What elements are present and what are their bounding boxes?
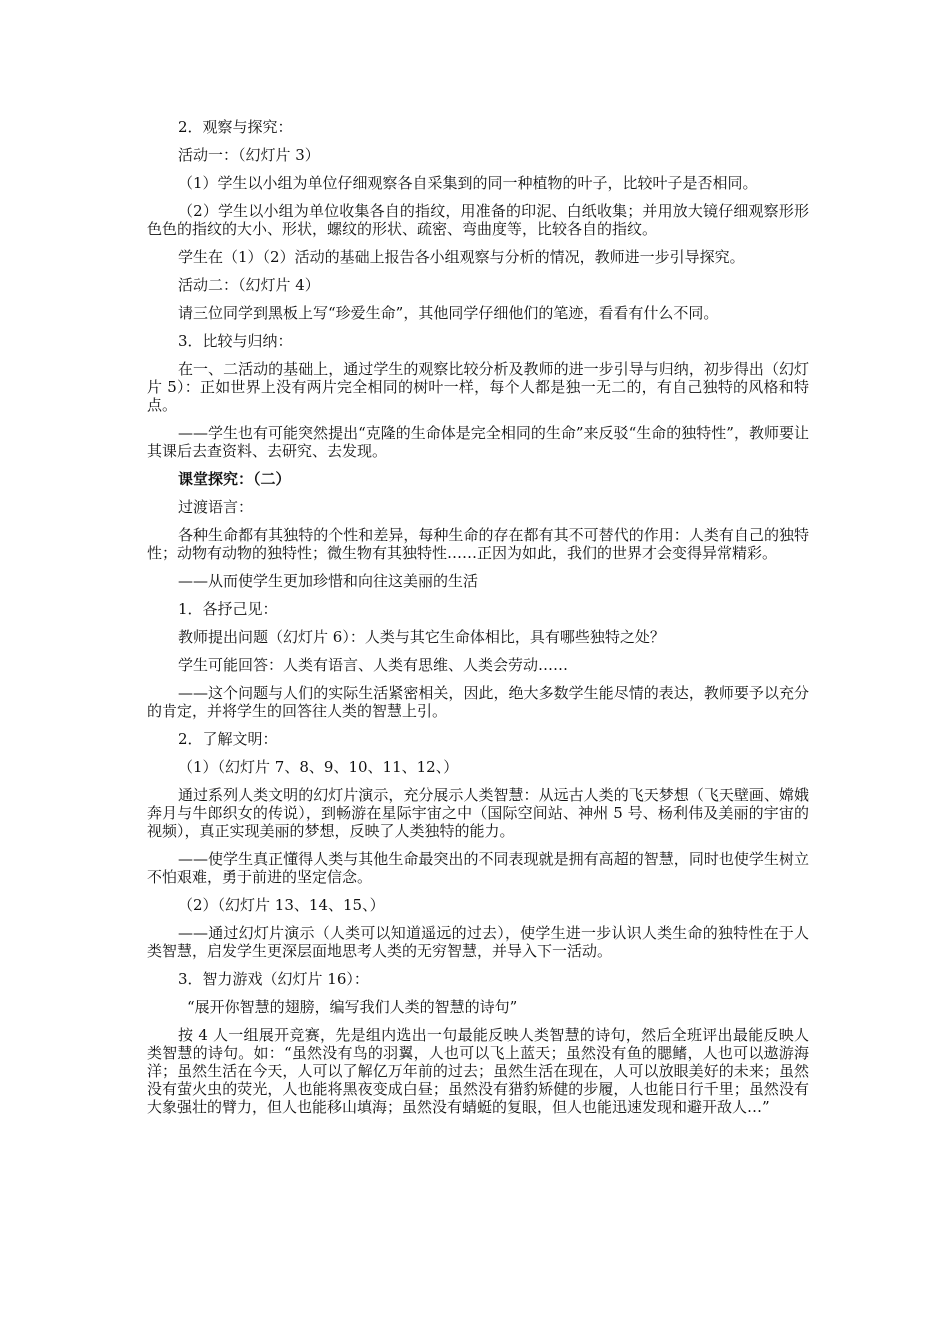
paragraph: （2）学生以小组为单位收集各自的指纹，用准备的印泥、白纸收集；并用放大镜仔细观察形形色色的指纹的大小、形状，螺纹的形状、疏密、弯曲度等，比较各自的指纹。 <box>147 202 809 238</box>
paragraph: 2．观察与探究： <box>178 118 293 136</box>
paragraph: （1）学生以小组为单位仔细观察各自采集到的同一种植物的叶子，比较叶子是否相同。 <box>178 174 758 192</box>
section-heading: 课堂探究：（二） <box>178 470 291 488</box>
paragraph: ——使学生真正懂得人类与其他生命最突出的不同表现就是拥有高超的智慧，同时也使学生树立不怕艰难，勇于前进的坚定信念。 <box>147 850 809 886</box>
document-page <box>147 118 809 1126</box>
paragraph: 学生在（1）（2）活动的基础上报告各小组观察与分析的情况，教师进一步引导探究。 <box>178 248 745 266</box>
paragraph: 活动二：（幻灯片 4） <box>178 276 320 294</box>
paragraph: 过渡语言： <box>178 498 254 516</box>
paragraph: 教师提出问题（幻灯片 6）：人类与其它生命体相比，具有哪些独特之处？ <box>178 628 665 646</box>
paragraph: 在一、二活动的基础上，通过学生的观察比较分析及教师的进一步引导与归纳，初步得出（幻灯片 5）：正如世界上没有两片完全相同的树叶一样，每个人都是独一无二的，有自己独特的风格和特点。 <box>147 360 809 414</box>
paragraph: 通过系列人类文明的幻灯片演示，充分展示人类智慧：从远古人类的飞天梦想（飞天壁画、嫦娥奔月与牛郎织女的传说），到畅游在星际宇宙之中（国际空间站、神州 5 号、杨利伟及美丽的宇宙的视频），真正实现美丽的梦想，反映了人类独特的能力。 <box>147 786 809 840</box>
paragraph: 2．了解文明： <box>178 730 278 748</box>
paragraph: 3．比较与归纳： <box>178 332 293 350</box>
paragraph: ——从而使学生更加珍惜和向往这美丽的生活 <box>178 572 479 590</box>
paragraph: 1．各抒己见： <box>178 600 278 618</box>
paragraph: 各种生命都有其独特的个性和差异，每种生命的存在都有其不可替代的作用：人类有自己的独特性；动物有动物的独特性；微生物有其独特性……正因为如此，我们的世界才会变得异常精彩。 <box>147 526 809 562</box>
paragraph: （1）（幻灯片 7、8、9、10、11、12、） <box>178 758 459 776</box>
paragraph: 请三位同学到黑板上写“珍爱生命”，其他同学仔细他们的笔迹，看看有什么不同。 <box>178 304 719 322</box>
paragraph: 活动一：（幻灯片 3） <box>178 146 320 164</box>
paragraph: ——通过幻灯片演示（人类可以知道遥远的过去），使学生进一步认识人类生命的独特性在于人类智慧，启发学生更深层面地思考人类的无穷智慧，并导入下一活动。 <box>147 924 809 960</box>
paragraph: “展开你智慧的翅膀，编写我们人类的智慧的诗句” <box>187 998 518 1016</box>
paragraph: ——这个问题与人们的实际生活紧密相关，因此，绝大多数学生能尽情的表达，教师要予以充分的肯定，并将学生的回答往人类的智慧上引。 <box>147 684 809 720</box>
paragraph: 学生可能回答：人类有语言、人类有思维、人类会劳动…… <box>178 656 569 674</box>
paragraph: ——学生也有可能突然提出“克隆的生命体是完全相同的生命”来反驳“生命的独特性”，教师要让其课后去查资料、去研究、去发现。 <box>147 424 809 460</box>
paragraph: 按 4 人一组展开竞赛，先是组内选出一句最能反映人类智慧的诗句，然后全班评出最能反映人类智慧的诗句。如：“虽然没有鸟的羽翼，人也可以飞上蓝天；虽然没有鱼的腮鳍，人也可以遨游海洋；虽然生活在今天，人可以了解亿万年前的过去；虽然生活在现在，人可以放眼美好的未来；虽然没有萤火虫的荧光，人也能将黑夜变成白昼；虽然没有猎豹矫健的步履，人也能日行千里；虽然没有大象强壮的臂力，但人也能移山填海；虽然没有蜻蜓的复眼，但人也能迅速发现和避开敌人…” <box>147 1026 809 1116</box>
paragraph: （2）（幻灯片 13、14、15、） <box>178 896 385 914</box>
paragraph: 3．智力游戏（幻灯片 16）： <box>178 970 369 988</box>
